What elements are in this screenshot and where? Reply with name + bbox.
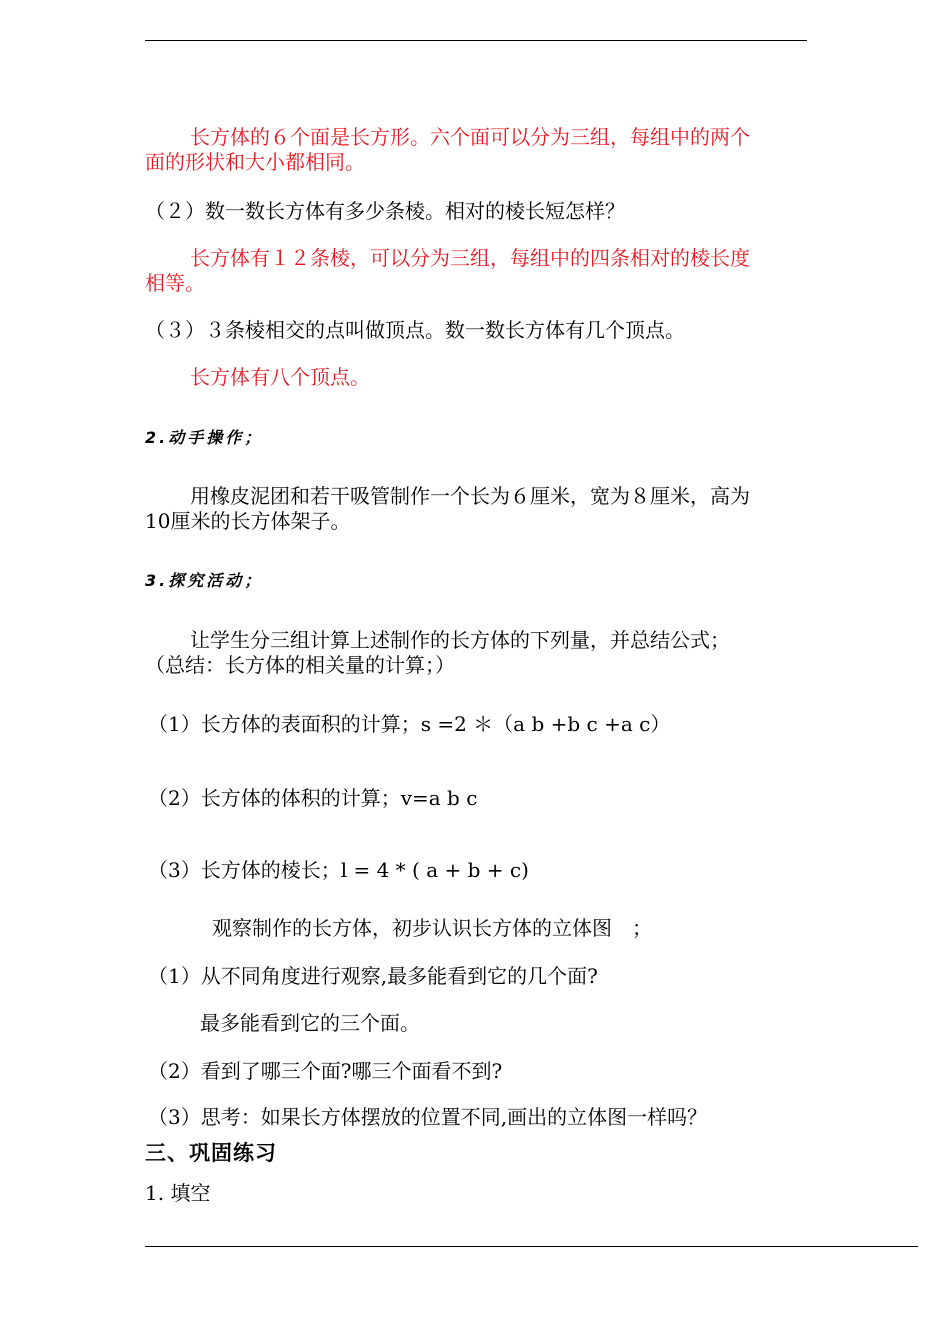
answer-edges-line-1: 长方体有１２条棱，可以分为三组，每组中的四条相对的棱长度 <box>190 246 750 270</box>
formula-edge-length: （3）长方体的棱长；l = 4 * ( a + b + c) <box>148 858 529 882</box>
hands-on-text-line-1: 用橡皮泥团和若干吸管制作一个长为６厘米，宽为８厘米，高为 <box>190 484 750 508</box>
observe-question-2: （2）看到了哪三个面?哪三个面看不到? <box>148 1059 503 1083</box>
answer-vertices: 长方体有八个顶点。 <box>190 365 370 389</box>
explore-intro-line-2: （总结：长方体的相关量的计算；） <box>145 653 455 677</box>
answer-faces-line-2: 面的形状和大小都相同。 <box>145 150 365 174</box>
observe-intro: 观察制作的长方体，初步认识长方体的立体图 ； <box>212 916 652 940</box>
header-rule <box>145 40 807 41</box>
observe-question-1: （1）从不同角度进行观察,最多能看到它的几个面? <box>148 964 598 988</box>
formula-surface-area: （1）长方体的表面积的计算；s =2 ＊（a b +b c +a c） <box>148 712 671 736</box>
hands-on-heading: 2.动手操作； <box>145 428 264 447</box>
question-2: （２）数一数长方体有多少条棱。相对的棱长短怎样？ <box>145 199 625 223</box>
explore-heading: 3.探究活动； <box>145 571 264 590</box>
formula-volume: （2）长方体的体积的计算；v=a b c <box>148 786 478 810</box>
footer-rule <box>145 1246 918 1247</box>
section-three-title: 三、巩固练习 <box>145 1141 277 1165</box>
explore-intro-line-1: 让学生分三组计算上述制作的长方体的下列量，并总结公式； <box>190 628 730 652</box>
question-3: （３）３条棱相交的点叫做顶点。数一数长方体有几个顶点。 <box>145 318 685 342</box>
hands-on-text-line-2: 10厘米的长方体架子。 <box>145 509 351 533</box>
observe-answer-1: 最多能看到它的三个面。 <box>200 1011 420 1035</box>
fill-in-blank-item: 1. 填空 <box>145 1181 211 1205</box>
answer-faces-line-1: 长方体的６个面是长方形。六个面可以分为三组，每组中的两个 <box>190 125 750 149</box>
observe-question-3: （3）思考：如果长方体摆放的位置不同,画出的立体图一样吗？ <box>148 1105 708 1129</box>
answer-edges-line-2: 相等。 <box>145 271 205 295</box>
